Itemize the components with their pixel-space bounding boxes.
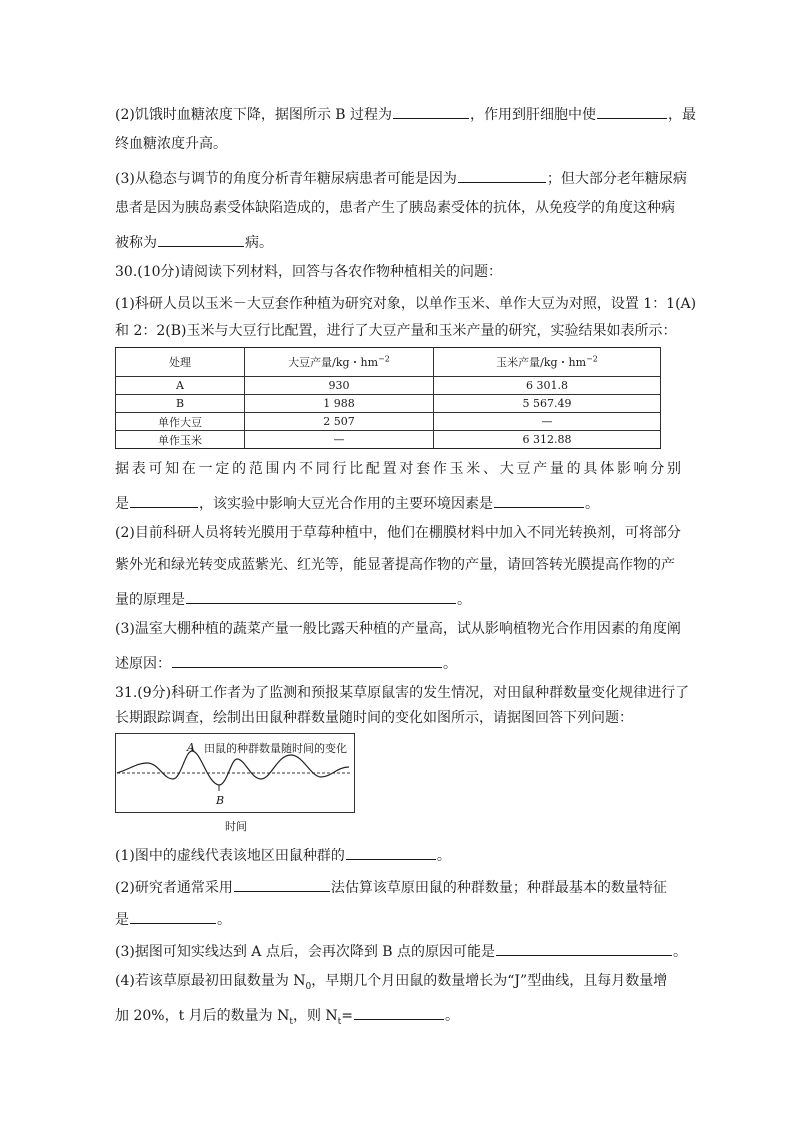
q31-p4-text-a: (4)若该草原最初田鼠数量为 N [115, 973, 306, 989]
table-header-row [116, 348, 661, 377]
table-header-cell: 玉米产量/kg・$hm^{-2}$ [434, 348, 661, 377]
q30-after-table-line1 [115, 459, 681, 479]
subscript-zero: 0 [305, 981, 312, 992]
answer-blank[interactable] [130, 907, 216, 924]
q30-after-text-c: ，该实验中影响大豆光合作用的主要环境因素是 [199, 496, 493, 512]
q30-p3-text-a: (3)温室大棚种植的蔬菜产量一般比露天种植的产量高，试从影响植物光合作用因素的角度阐 [115, 621, 681, 637]
q30-after-text-d: 。 [585, 496, 599, 512]
table-cell: 1 988 [245, 395, 434, 413]
q30-part1-line1 [115, 294, 696, 314]
q29-p2-text-c: ，最 [668, 107, 697, 123]
q30-p1-text-a: (1)科研人员以玉米－大豆套作种植为研究对象，以单作玉米、单作大豆为对照，设置 1：1(A) [115, 296, 697, 312]
graph-title: 田鼠的种群数量随时间的变化 [204, 742, 347, 755]
table-row [116, 413, 661, 431]
subscript-t: t [337, 1016, 342, 1027]
q31-p4-text-c: 加 20%，t 月后的数量为 N [115, 1008, 290, 1024]
q31-part2-line1 [115, 875, 667, 898]
q30-p2-text-c: 量的原理是 [115, 592, 185, 608]
table-cell: 5 567.49 [434, 395, 661, 413]
q30-p2-text-a: (2)目前科研人员将转光膜用于草莓种植中，他们在棚膜材料中加入不同光转换剂，可将部分 [115, 525, 681, 541]
q31-p2-text-a: (2)研究者通常采用 [115, 880, 233, 896]
q30-after-table-line2 [115, 491, 599, 514]
population-curve [117, 751, 349, 785]
q29-p3-text-e: 病。 [245, 235, 273, 251]
q29-p3-text-a: (3)从稳态与调节的角度分析青年糖尿病患者可能是因为 [115, 171, 457, 187]
answer-blank[interactable] [130, 491, 198, 508]
q31-p4-text-e: = [341, 1008, 354, 1024]
q29-part2-line2 [115, 134, 227, 154]
q29-p3-text-d: 被称为 [115, 235, 157, 251]
q30-title [115, 262, 502, 282]
q30-part2-line3 [115, 587, 471, 610]
q31-p2-text-c: 是 [115, 912, 129, 928]
q30-part1-line2 [115, 321, 676, 341]
answer-blank[interactable] [597, 102, 667, 119]
q30-part3-line2 [115, 651, 457, 674]
answer-blank[interactable] [393, 102, 469, 119]
answer-blank[interactable] [346, 843, 436, 860]
q31-title-line1 [115, 683, 689, 703]
q29-part3-line1 [115, 166, 687, 189]
q29-part3-line3 [115, 230, 273, 253]
q31-title-text-a: 31.(9分)科研工作者为了监测和预报某草原鼠害的发生情况，对田鼠种群数量变化规律进行了 [115, 685, 690, 701]
q30-part3-line1 [115, 619, 681, 639]
q31-p2-text-b: 法估算该草原田鼠的种群数量；种群最基本的数量特征 [330, 880, 667, 896]
q30-after-text-a: 据表可知在一定的范围内不同行比配置对套作玉米、大豆产量的具体影响分别 [115, 461, 681, 477]
table-cell: 6 301.8 [434, 377, 661, 395]
yield-table [115, 347, 661, 449]
q31-part4-line1 [115, 971, 667, 997]
q31-p3-text-b: 。 [673, 944, 688, 960]
q30-part2-line2 [115, 555, 675, 575]
graph-point-a-label: A [187, 741, 195, 754]
q30-p3-text-b: 述原因： [115, 656, 171, 672]
q29-p2-text-a: (2)饥饿时血糖浓度下降，据图所示 B 过程为 [115, 107, 393, 123]
table-cell: A [116, 377, 245, 395]
q30-p2-text-d: 。 [457, 592, 471, 608]
q31-p1-text-b: 。 [436, 848, 451, 864]
table-cell: — [434, 413, 661, 431]
q29-p3-text-c: 患者是因为胰岛素受体缺陷造成的，患者产生了胰岛素受体的抗体，从免疫学的角度这种病 [115, 200, 675, 216]
q29-p2-text-b: ，作用到肝细胞中使 [470, 107, 597, 123]
graph-point-b-label: B [216, 794, 225, 807]
q30-part2-line1 [115, 523, 681, 543]
q31-p4-text-b: ，早期几个月田鼠的数量增长为“J”型曲线，且每月数量增 [311, 973, 668, 989]
q29-p2-text-d: 终血糖浓度升高。 [115, 136, 227, 152]
q29-p3-text-b: ；但大部分老年糖尿病 [546, 171, 687, 187]
table-cell: 930 [245, 377, 434, 395]
unit-exponent: −2 [378, 354, 390, 364]
table-row [116, 377, 661, 395]
q30-title-text: 30.(10分)请阅读下列材料，回答与各农作物种植相关的问题： [115, 264, 503, 280]
unit-exponent: −2 [586, 354, 598, 364]
q31-part4-line2: 加 20%，t 月后的数量为 $N_t$，则 $N_t=$ 。 [115, 1003, 459, 1032]
q30-p1-text-b: 和 2：2(B)玉米与大豆行比配置，进行了大豆产量和玉米产量的研究，实验结果如表所示： [115, 323, 677, 339]
q30-p3-text-c: 。 [443, 656, 457, 672]
table-cell: B [116, 395, 245, 413]
table-header-cell: 处理 [116, 348, 245, 377]
q31-p3-text-a: (3)据图可知实线达到 A 点后，会再次降到 B 点的原因可能是 [115, 944, 496, 960]
q31-p2-text-d: 。 [217, 912, 231, 928]
answer-blank[interactable] [234, 875, 330, 892]
q31-title-line2 [115, 708, 633, 728]
subscript-t: t [289, 1016, 293, 1027]
table-header-cell: 大豆产量/kg・$hm^{-2}$ [245, 348, 434, 377]
table-row [116, 431, 661, 449]
answer-blank[interactable] [354, 1003, 444, 1020]
q29-part2-line1 [115, 102, 696, 125]
q31-part1 [115, 843, 451, 866]
answer-blank[interactable] [172, 651, 442, 668]
q31-p4-text-d: ，则 N [292, 1008, 338, 1024]
q30-after-text-b: 是 [115, 496, 129, 512]
q31-p1-text-a: (1)图中的虚线代表该地区田鼠种群的 [115, 848, 345, 864]
q31-title-text-b: 长期跟踪调查，绘制出田鼠种群数量随时间的变化如图所示，请据图回答下列问题： [115, 710, 633, 726]
q30-p2-text-b: 紫外光和绿光转变成蓝紫光、红光等，能显著提高作物的产量，请回答转光膜提高作物的产 [115, 557, 675, 573]
answer-blank[interactable] [186, 587, 456, 604]
table-cell: 单作玉米 [116, 431, 245, 449]
answer-blank[interactable] [494, 491, 584, 508]
q29-part3-line2 [115, 198, 675, 218]
answer-blank[interactable] [458, 166, 546, 183]
table-cell: 2 507 [245, 413, 434, 431]
q31-part3 [115, 939, 687, 962]
q31-part2-line2 [115, 907, 231, 930]
graph-x-axis-label: 时间 [225, 820, 247, 833]
answer-blank[interactable] [496, 939, 672, 956]
answer-blank[interactable] [158, 230, 244, 247]
table-cell: 6 312.88 [434, 431, 661, 449]
table-row [116, 395, 661, 413]
table-cell: — [245, 431, 434, 449]
table-cell: 单作大豆 [116, 413, 245, 431]
